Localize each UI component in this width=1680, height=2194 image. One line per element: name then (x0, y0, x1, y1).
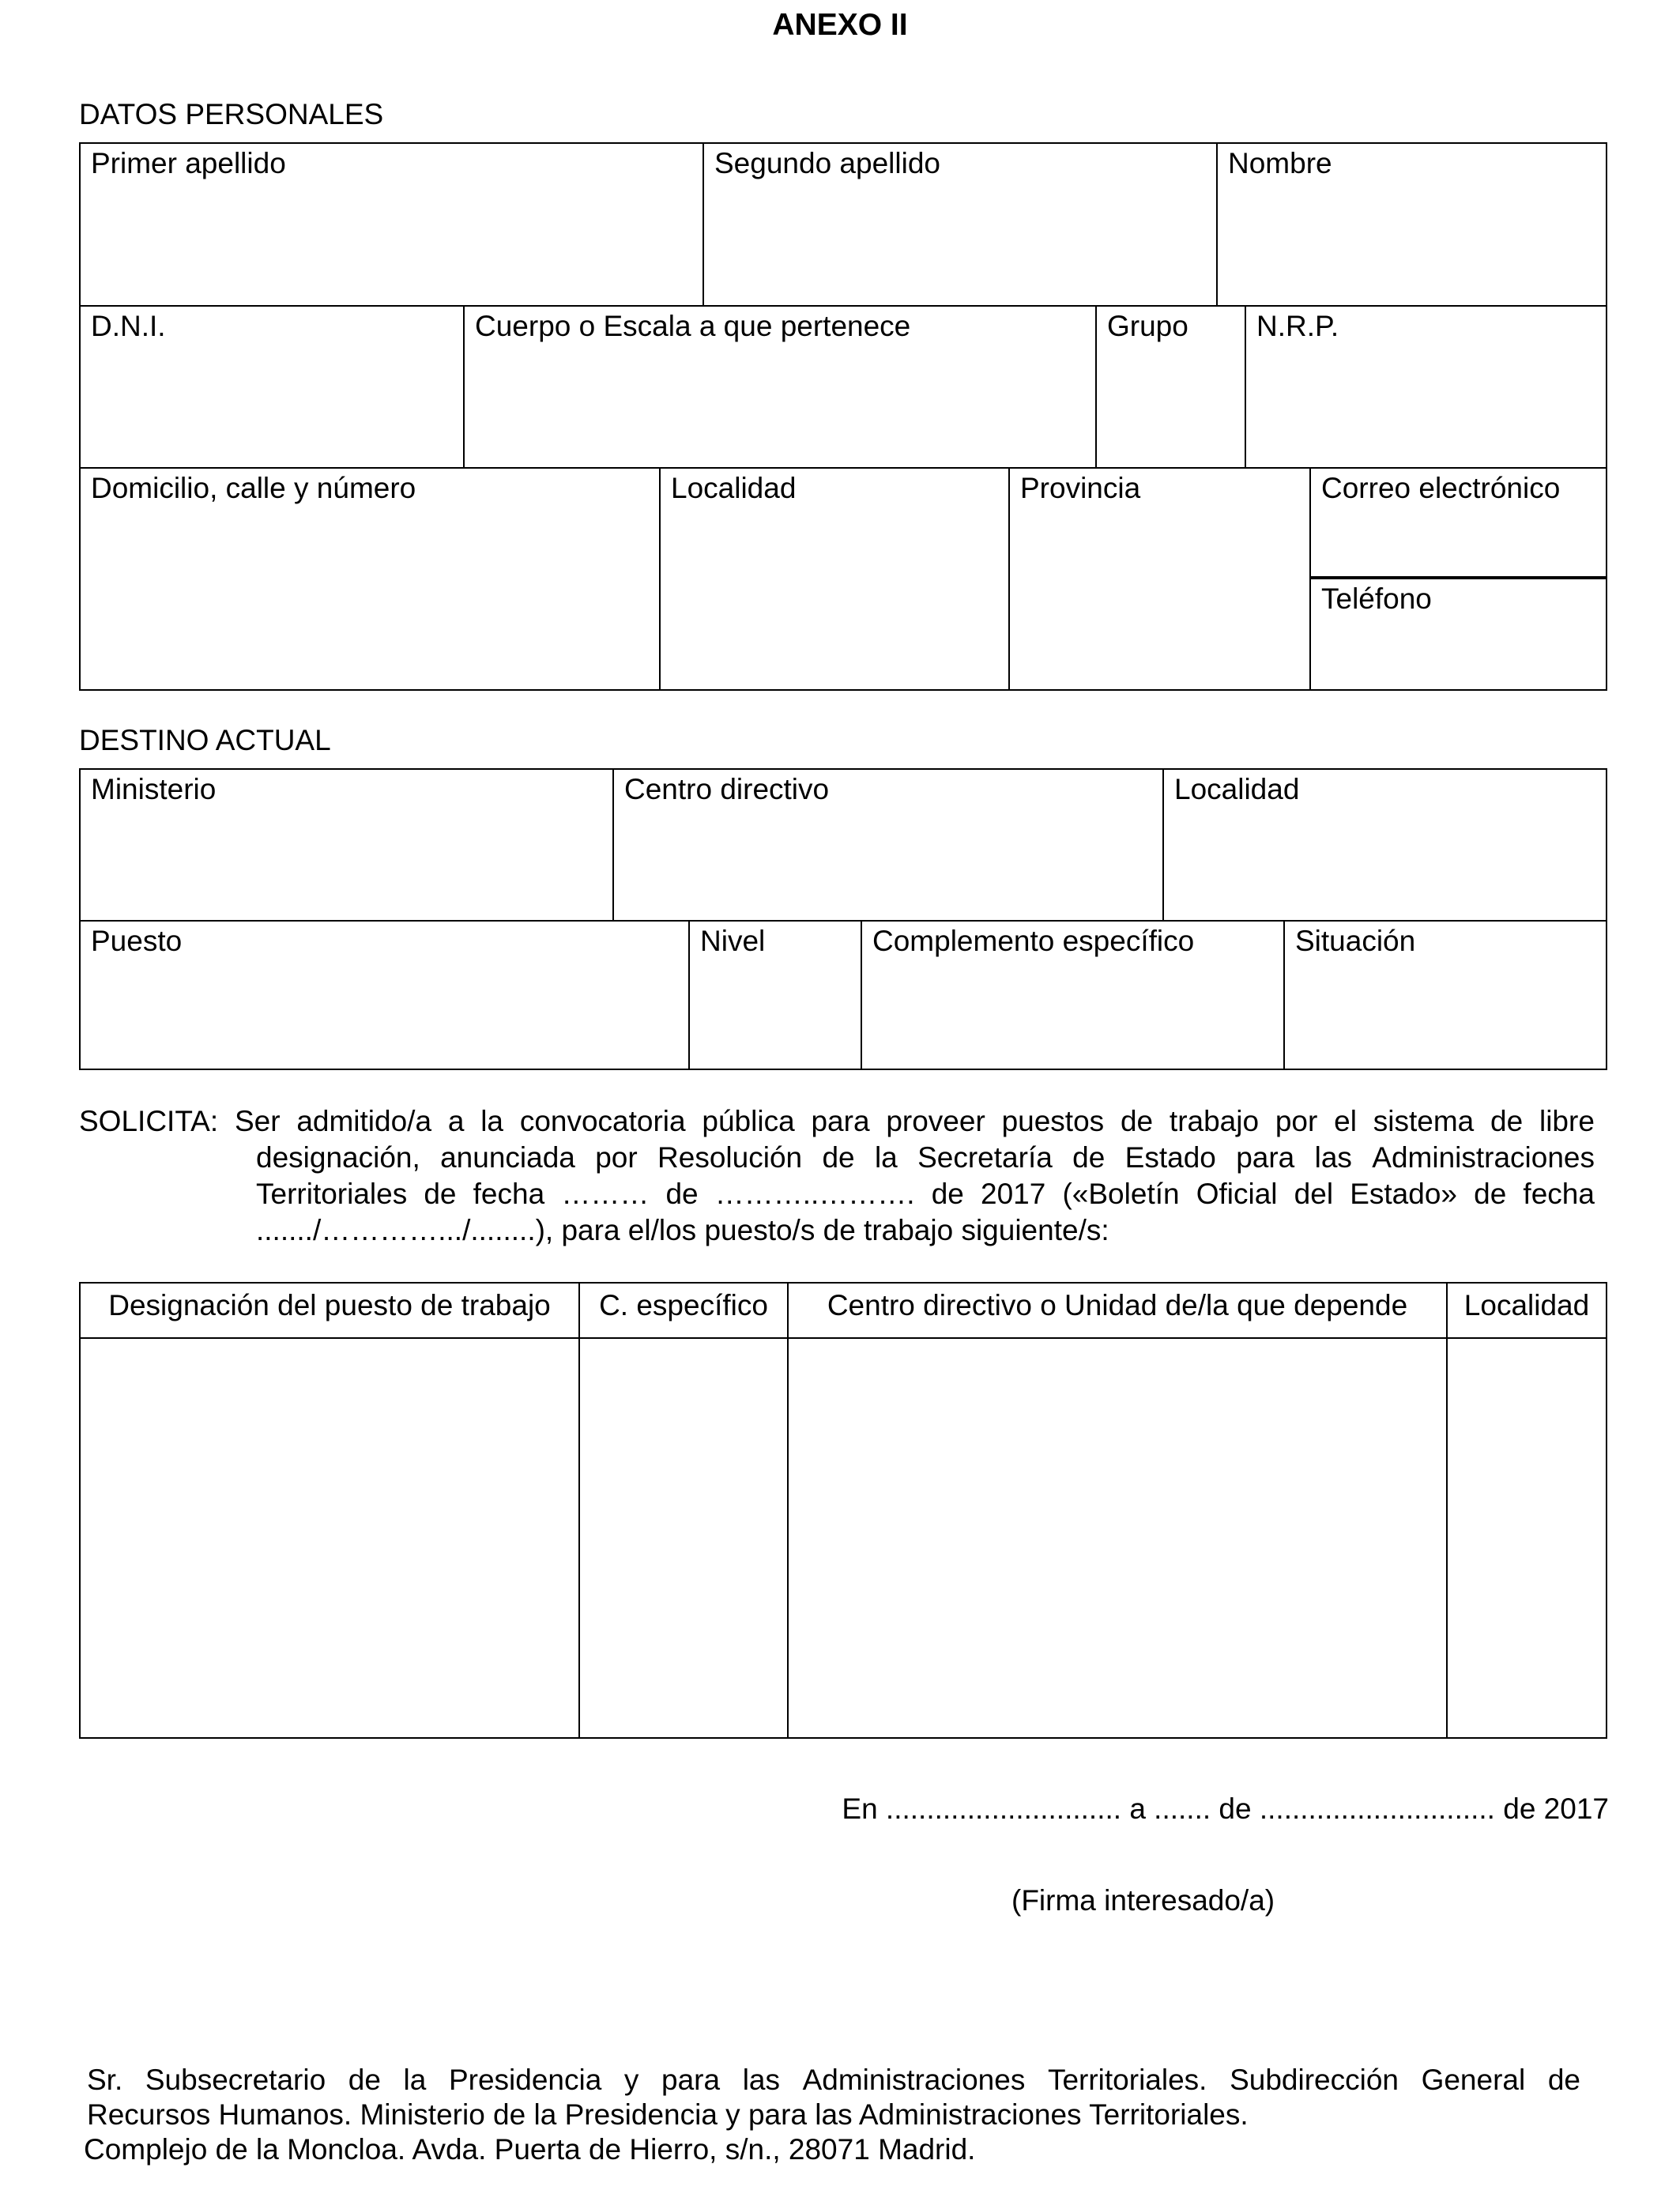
solicita-w: Administraciones (1372, 1141, 1595, 1174)
domicilio-label: Domicilio, calle y número (91, 472, 416, 504)
footer-line-1 (87, 2063, 1580, 2098)
solicita-w: Estado» (1350, 1178, 1457, 1210)
localidad-label: Localidad (671, 472, 797, 504)
ministerio-field[interactable] (79, 768, 612, 920)
solicita-w: el (1334, 1105, 1357, 1137)
solicita-line-4: ......./………….../........), para el/los puesto/s de trabajo siguiente/s: (256, 1214, 1109, 1246)
solicita-w: Estado (1124, 1141, 1216, 1174)
solicita-paragraph (79, 1103, 1595, 1249)
nrp-label: N.R.P. (1256, 310, 1339, 342)
solicita-w: Resolución (657, 1141, 803, 1174)
puesto-label: Puesto (91, 925, 183, 957)
solicita-w: Ser (234, 1105, 281, 1137)
solicita-w: de (1474, 1178, 1507, 1210)
centro-directivo-label: Centro directivo (624, 773, 830, 805)
solicita-w: para (1236, 1141, 1295, 1174)
solicita-w: Territoriales (256, 1178, 408, 1210)
footer-line-2: Recursos Humanos. Ministerio de la Presidencia y para las Administraciones Territoriales. (87, 2098, 1249, 2131)
col-header-centro-directivo: Centro directivo o Unidad de/la que depende (787, 1282, 1446, 1337)
localidad-input-cell[interactable] (1446, 1337, 1607, 1739)
solicita-w: Secretaría (917, 1141, 1053, 1174)
nombre-field[interactable] (1216, 142, 1607, 305)
solicita-w: sistema (1373, 1105, 1475, 1137)
footer-w: Territoriales. (1047, 2064, 1207, 2096)
datos-personales-heading: DATOS PERSONALES (79, 98, 384, 130)
solicita-w: de (931, 1178, 964, 1210)
telefono-label: Teléfono (1321, 582, 1432, 615)
datos-personales-grid (79, 142, 1607, 691)
solicita-w: por (1275, 1105, 1318, 1137)
solicita-w: puestos (1001, 1105, 1105, 1137)
cuerpo-field[interactable] (463, 305, 1095, 467)
solicita-w: de (424, 1178, 457, 1210)
solicita-w: admitido/a (296, 1105, 432, 1137)
solicita-w: de (1490, 1105, 1524, 1137)
footer-w: de (348, 2064, 381, 2096)
page-title: ANEXO II (772, 8, 908, 42)
solicita-label: SOLICITA: (79, 1105, 219, 1137)
cuerpo-label: Cuerpo o Escala a que pertenece (475, 310, 911, 342)
telefono-field[interactable] (1311, 578, 1606, 689)
solicita-w: por (595, 1141, 638, 1174)
grupo-label: Grupo (1107, 310, 1188, 342)
solicita-line-3 (79, 1176, 1595, 1212)
solicita-line-2 (79, 1140, 1595, 1176)
segundo-apellido-label: Segundo apellido (714, 147, 940, 179)
domicilio-field[interactable] (79, 467, 659, 691)
firma-label: (Firma interesado/a) (1011, 1884, 1275, 1917)
solicita-w: a (447, 1105, 465, 1137)
designacion-input-cell[interactable] (79, 1337, 578, 1739)
dni-field[interactable] (79, 305, 463, 467)
complemento-label: Complemento específico (872, 925, 1195, 957)
provincia-field[interactable] (1008, 467, 1309, 691)
solicita-w: libre (1539, 1105, 1595, 1137)
col-header-designacion: Designación del puesto de trabajo (79, 1282, 578, 1337)
provincia-label: Provincia (1020, 472, 1141, 504)
col-header-c-especifico: C. específico (578, 1282, 787, 1337)
footer-w: Presidencia (448, 2064, 602, 2096)
solicita-w: la (874, 1141, 898, 1174)
puesto-field[interactable] (79, 920, 688, 1070)
dni-label: D.N.I. (91, 310, 166, 342)
nivel-label: Nivel (700, 925, 766, 957)
primer-apellido-label: Primer apellido (91, 147, 286, 179)
destino-actual-heading: DESTINO ACTUAL (79, 724, 331, 756)
solicita-w: del (1294, 1178, 1334, 1210)
footer-w: Subsecretario (145, 2064, 326, 2096)
footer-w: las (742, 2064, 780, 2096)
footer-w: y (623, 2064, 639, 2096)
c-especifico-input-cell[interactable] (578, 1337, 787, 1739)
solicita-w: proveer (886, 1105, 985, 1137)
grupo-field[interactable] (1095, 305, 1245, 467)
solicita-w: designación, (256, 1141, 420, 1174)
centro-directivo-field[interactable] (612, 768, 1162, 920)
solicita-w: trabajo (1169, 1105, 1260, 1137)
destino-localidad-label: Localidad (1174, 773, 1300, 805)
solicita-w: de (665, 1178, 699, 1210)
destino-localidad-field[interactable] (1162, 768, 1607, 920)
solicita-w: de (822, 1141, 855, 1174)
footer-w: General (1421, 2064, 1526, 2096)
solicita-w: ………..………. (714, 1178, 915, 1210)
centro-directivo-input-cell[interactable] (787, 1337, 1446, 1739)
footer-w: Sr. (87, 2064, 123, 2096)
solicita-line-1 (79, 1103, 1595, 1140)
puestos-table-body (79, 1337, 1607, 1739)
footer-w: Administraciones (802, 2064, 1026, 2096)
nivel-field[interactable] (688, 920, 861, 1070)
solicita-w: fecha (473, 1178, 545, 1210)
footer-w: la (403, 2064, 427, 2096)
solicita-w: 2017 (981, 1178, 1046, 1210)
solicita-w: anunciada (440, 1141, 575, 1174)
solicita-w: ……… (561, 1178, 650, 1210)
solicita-w: las (1314, 1141, 1352, 1174)
footer-line-3: Complejo de la Moncloa. Avda. Puerta de Hierro, s/n., 28071 Madrid. (84, 2133, 976, 2166)
puestos-table-header (79, 1282, 1607, 1337)
situacion-label: Situación (1295, 925, 1416, 957)
correo-field[interactable] (1311, 469, 1606, 578)
situacion-field[interactable] (1283, 920, 1607, 1070)
primer-apellido-field[interactable] (79, 142, 703, 305)
complemento-field[interactable] (861, 920, 1283, 1070)
localidad-field[interactable] (659, 467, 1008, 691)
footer-w: para (661, 2064, 721, 2096)
solicita-w: de (1120, 1105, 1154, 1137)
solicita-w: fecha (1523, 1178, 1595, 1210)
solicita-w: la (480, 1105, 504, 1137)
solicita-w: para (811, 1105, 870, 1137)
footer-w: de (1547, 2064, 1580, 2096)
destino-actual-grid (79, 768, 1607, 1070)
nombre-label: Nombre (1228, 147, 1332, 179)
correo-label: Correo electrónico (1321, 472, 1561, 504)
puestos-table (79, 1282, 1607, 1739)
nrp-field[interactable] (1245, 305, 1607, 467)
solicita-w: («Boletín (1062, 1178, 1180, 1210)
solicita-w: pública (702, 1105, 795, 1137)
solicita-w: Oficial (1196, 1178, 1278, 1210)
ministerio-label: Ministerio (91, 773, 217, 805)
fecha-line: En ............................. a ....... de ............................. de 2017 (842, 1793, 1609, 1825)
solicita-w: de (1072, 1141, 1106, 1174)
contacto-stack (1309, 467, 1607, 691)
footer-w: Subdirección (1230, 2064, 1399, 2096)
col-header-localidad: Localidad (1446, 1282, 1607, 1337)
solicita-w: convocatoria (519, 1105, 686, 1137)
footer-address (84, 2063, 1580, 2167)
segundo-apellido-field[interactable] (703, 142, 1216, 305)
